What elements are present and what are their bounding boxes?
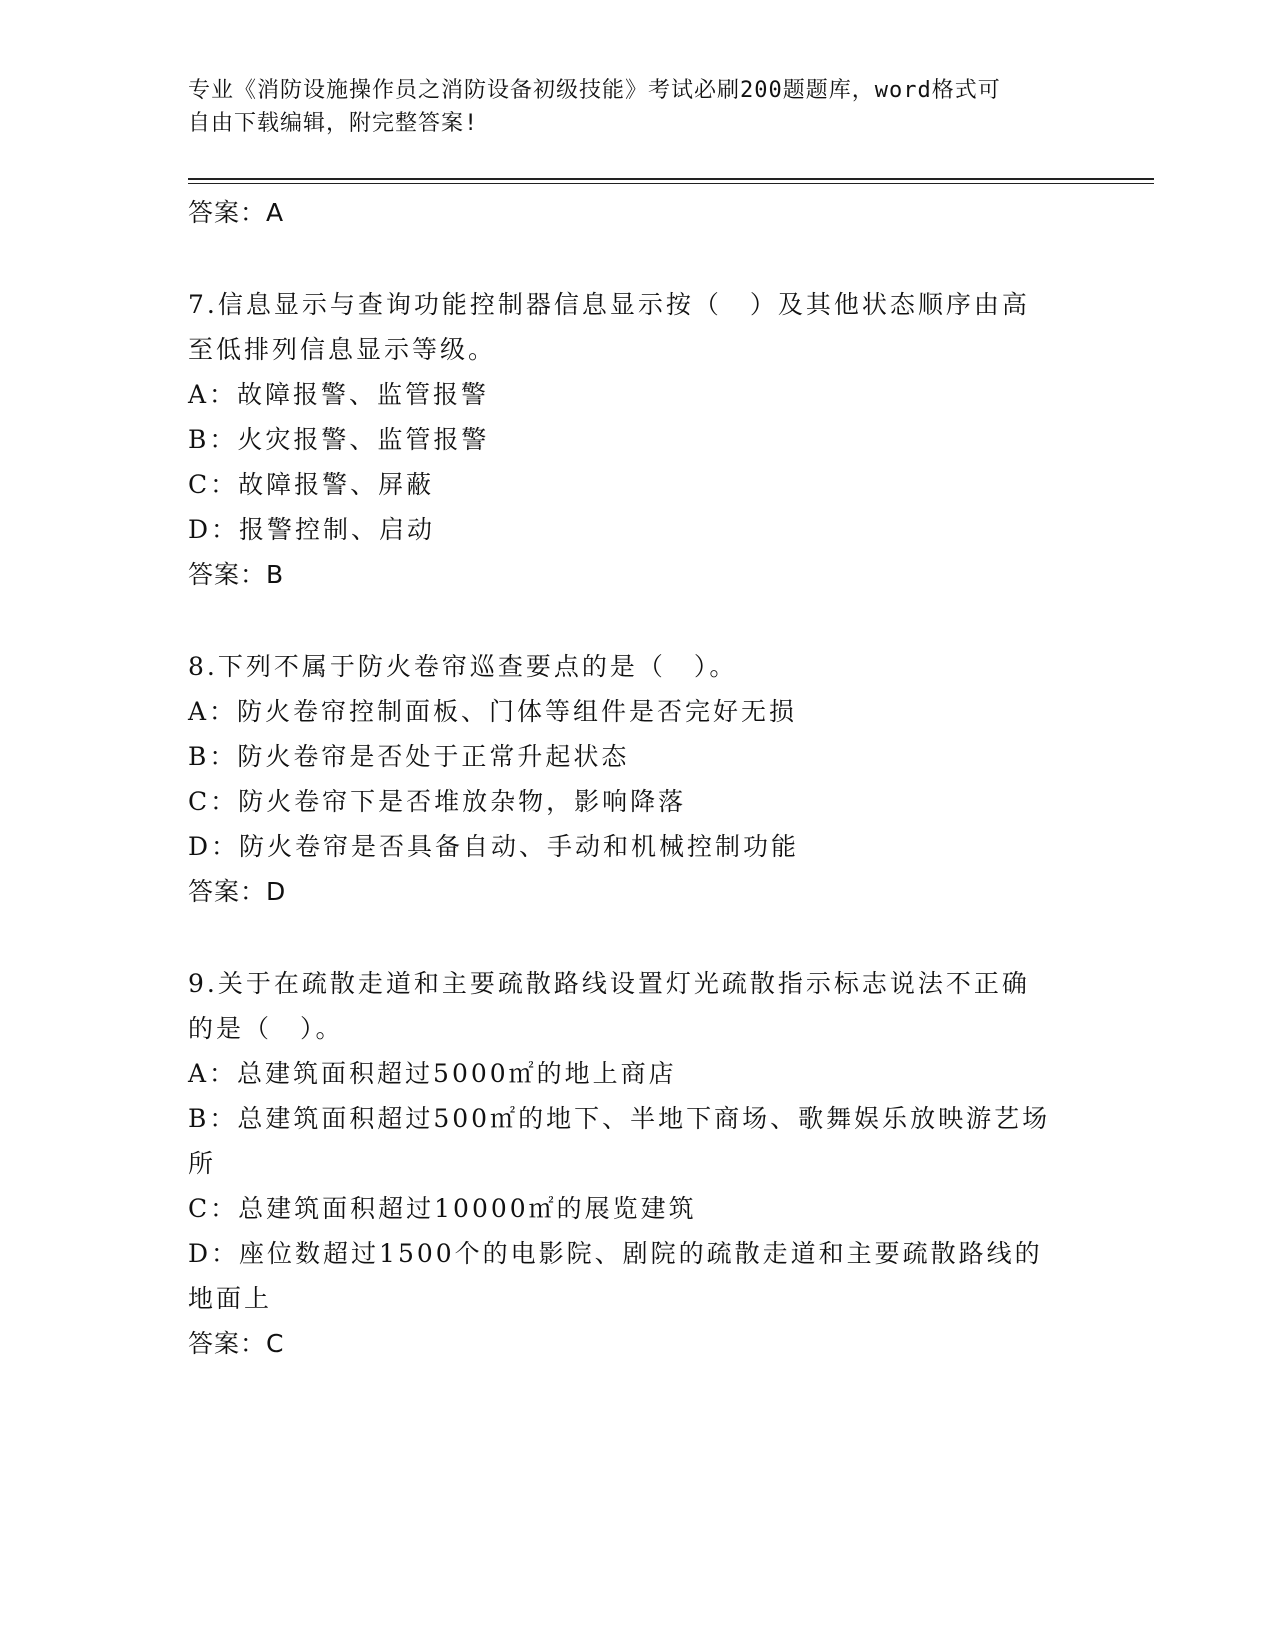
question-7-option-b: B：火灾报警、监管报警 [188,425,490,454]
question-7-answer: 答案：B [188,560,285,589]
document-body [188,190,1068,1366]
header-divider-thick [188,178,1154,180]
spacer [188,235,1068,282]
question-8-option-c: C：防火卷帘下是否堆放杂物，影响降落 [188,787,687,816]
spacer [188,914,1068,961]
question-9-option-b-line-1: B：总建筑面积超过500㎡的地下、半地下商场、歌舞娱乐放映游艺场 [188,1104,1051,1133]
question-7-stem-line-2: 至低排列信息显示等级。 [188,335,497,364]
question-7-stem-line-1: 7.信息显示与查询功能控制器信息显示按（ ）及其他状态顺序由高 [188,290,1030,319]
spacer [188,597,1068,644]
question-8-option-a: A：防火卷帘控制面板、门体等组件是否完好无损 [188,697,798,726]
question-8 [188,644,1068,914]
question-7-option-d: D：报警控制、启动 [188,515,436,544]
question-9-option-a: A：总建筑面积超过5000㎡的地上商店 [188,1059,677,1088]
document-header [188,74,1068,140]
question-9-option-c: C：总建筑面积超过10000㎡的展览建筑 [188,1194,697,1223]
header-line-2: 自由下载编辑，附完整答案! [188,111,479,136]
question-7 [188,282,1068,597]
question-8-stem: 8.下列不属于防火卷帘巡查要点的是（ ）。 [188,652,738,681]
question-9-option-d-line-1: D：座位数超过1500个的电影院、剧院的疏散走道和主要疏散路线的 [188,1239,1043,1268]
question-9-option-d-line-2: 地面上 [188,1284,273,1313]
header-divider-thin [188,183,1154,184]
header-line-1: 专业《消防设施操作员之消防设备初级技能》考试必刷200题题库，word格式可 [188,78,1001,103]
question-9-stem-line-2: 的是（ ）。 [188,1014,344,1043]
question-9 [188,961,1068,1366]
answer-prev: 答案：A [188,198,285,227]
question-8-option-b: B：防火卷帘是否处于正常升起状态 [188,742,630,771]
question-9-stem-line-1: 9.关于在疏散走道和主要疏散路线设置灯光疏散指示标志说法不正确 [188,969,1030,998]
question-9-option-b-line-2: 所 [188,1149,217,1178]
question-7-option-c: C：故障报警、屏蔽 [188,470,435,499]
question-8-answer: 答案：D [188,877,287,906]
question-8-option-d: D：防火卷帘是否具备自动、手动和机械控制功能 [188,832,800,861]
question-7-option-a: A：故障报警、监管报警 [188,380,490,409]
question-9-answer: 答案：C [188,1329,285,1358]
